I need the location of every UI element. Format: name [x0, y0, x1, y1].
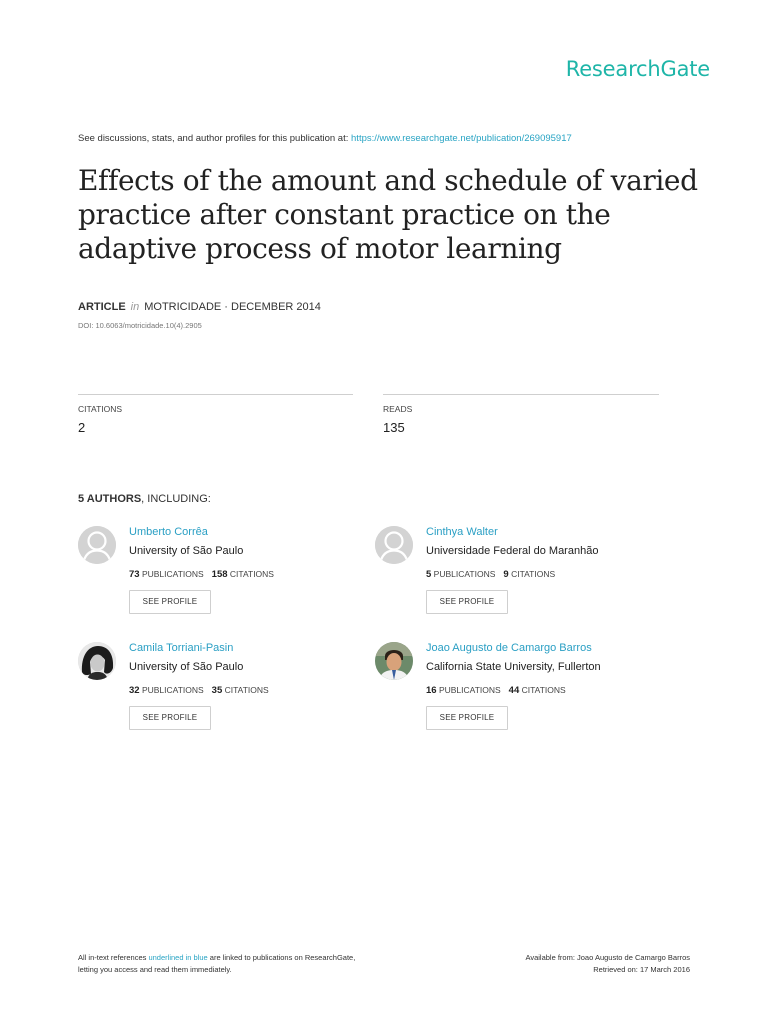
publications-count: 73 — [129, 569, 140, 580]
author-name[interactable]: Umberto Corrêa — [129, 526, 208, 538]
reads-value: 135 — [383, 420, 405, 435]
footer-availability — [525, 952, 690, 975]
citations-label: CITATIONS — [224, 685, 269, 695]
publications-label: PUBLICATIONS — [141, 685, 204, 695]
photo-avatar[interactable] — [375, 642, 413, 680]
publications-count: 32 — [129, 685, 140, 696]
venue-date[interactable]: MOTRICIDADE · DECEMBER 2014 — [144, 301, 321, 313]
citations-count: 35 — [211, 685, 223, 696]
author-stats — [129, 685, 269, 696]
author-institution: University of São Paulo — [129, 545, 244, 557]
author-stats — [129, 569, 274, 580]
footer-text: are linked to publications on ResearchGate, — [209, 953, 356, 962]
author-name[interactable]: Joao Augusto de Camargo Barros — [426, 642, 592, 654]
publications-label: PUBLICATIONS — [141, 569, 204, 579]
default-avatar-icon[interactable] — [78, 526, 116, 564]
discussion-text: See discussions, stats, and author profiles for this publication at: — [78, 133, 349, 144]
author-stats — [426, 685, 566, 696]
publication-link[interactable]: https://www.researchgate.net/publication/269095917 — [351, 133, 572, 144]
article-meta — [78, 301, 321, 313]
author-card — [78, 642, 378, 742]
footer-text: letting you access and read them immediately. — [78, 964, 232, 974]
in-label: in — [130, 301, 140, 313]
citations-value: 2 — [78, 420, 86, 435]
citations-count: 158 — [211, 569, 228, 580]
publications-label: PUBLICATIONS — [433, 569, 496, 579]
author-card — [375, 526, 675, 626]
citations-divider — [78, 394, 353, 395]
citations-count: 44 — [508, 685, 520, 696]
footer-text: All in-text references — [78, 953, 147, 962]
see-profile-button[interactable]: SEE PROFILE — [129, 590, 211, 614]
author-card — [375, 642, 675, 742]
citations-label: CITATIONS — [229, 569, 274, 579]
researchgate-logo[interactable]: ResearchGate — [565, 57, 710, 81]
author-stats — [426, 569, 555, 580]
see-profile-button[interactable]: SEE PROFILE — [426, 706, 508, 730]
publications-count: 16 — [426, 685, 437, 696]
author-name[interactable]: Camila Torriani-Pasin — [129, 642, 234, 654]
article-title: Effects of the amount and schedule of varied practice after constant practice on the adaptive process of motor learning — [78, 164, 698, 265]
article-type: ARTICLE — [78, 301, 126, 313]
citations-label: CITATIONS — [78, 404, 123, 414]
photo-avatar[interactable] — [78, 642, 116, 680]
default-avatar-icon[interactable] — [375, 526, 413, 564]
see-profile-button[interactable]: SEE PROFILE — [129, 706, 211, 730]
author-name[interactable]: Cinthya Walter — [426, 526, 498, 538]
authors-suffix: , INCLUDING: — [141, 493, 211, 505]
author-card — [78, 526, 378, 626]
author-institution: Universidade Federal do Maranhão — [426, 545, 599, 557]
reads-divider — [383, 394, 659, 395]
footer-note — [78, 952, 355, 975]
citations-label: CITATIONS — [521, 685, 566, 695]
authors-heading — [78, 493, 211, 505]
authors-count: 5 AUTHORS — [78, 493, 142, 505]
article-doi: DOI: 10.6063/motricidade.10(4).2905 — [78, 321, 202, 330]
available-from: Available from: Joao Augusto de Camargo Barros — [525, 953, 690, 962]
discussion-notice — [78, 133, 572, 144]
author-institution: California State University, Fullerton — [426, 661, 601, 673]
retrieved-on: Retrieved on: 17 March 2016 — [593, 964, 690, 974]
publications-label: PUBLICATIONS — [438, 685, 501, 695]
citations-label: CITATIONS — [511, 569, 556, 579]
see-profile-button[interactable]: SEE PROFILE — [426, 590, 508, 614]
author-institution: University of São Paulo — [129, 661, 244, 673]
underlined-in-blue-label: underlined in blue — [148, 953, 208, 962]
citations-count: 9 — [503, 569, 509, 580]
publications-count: 5 — [426, 569, 432, 580]
reads-label: READS — [383, 404, 413, 414]
